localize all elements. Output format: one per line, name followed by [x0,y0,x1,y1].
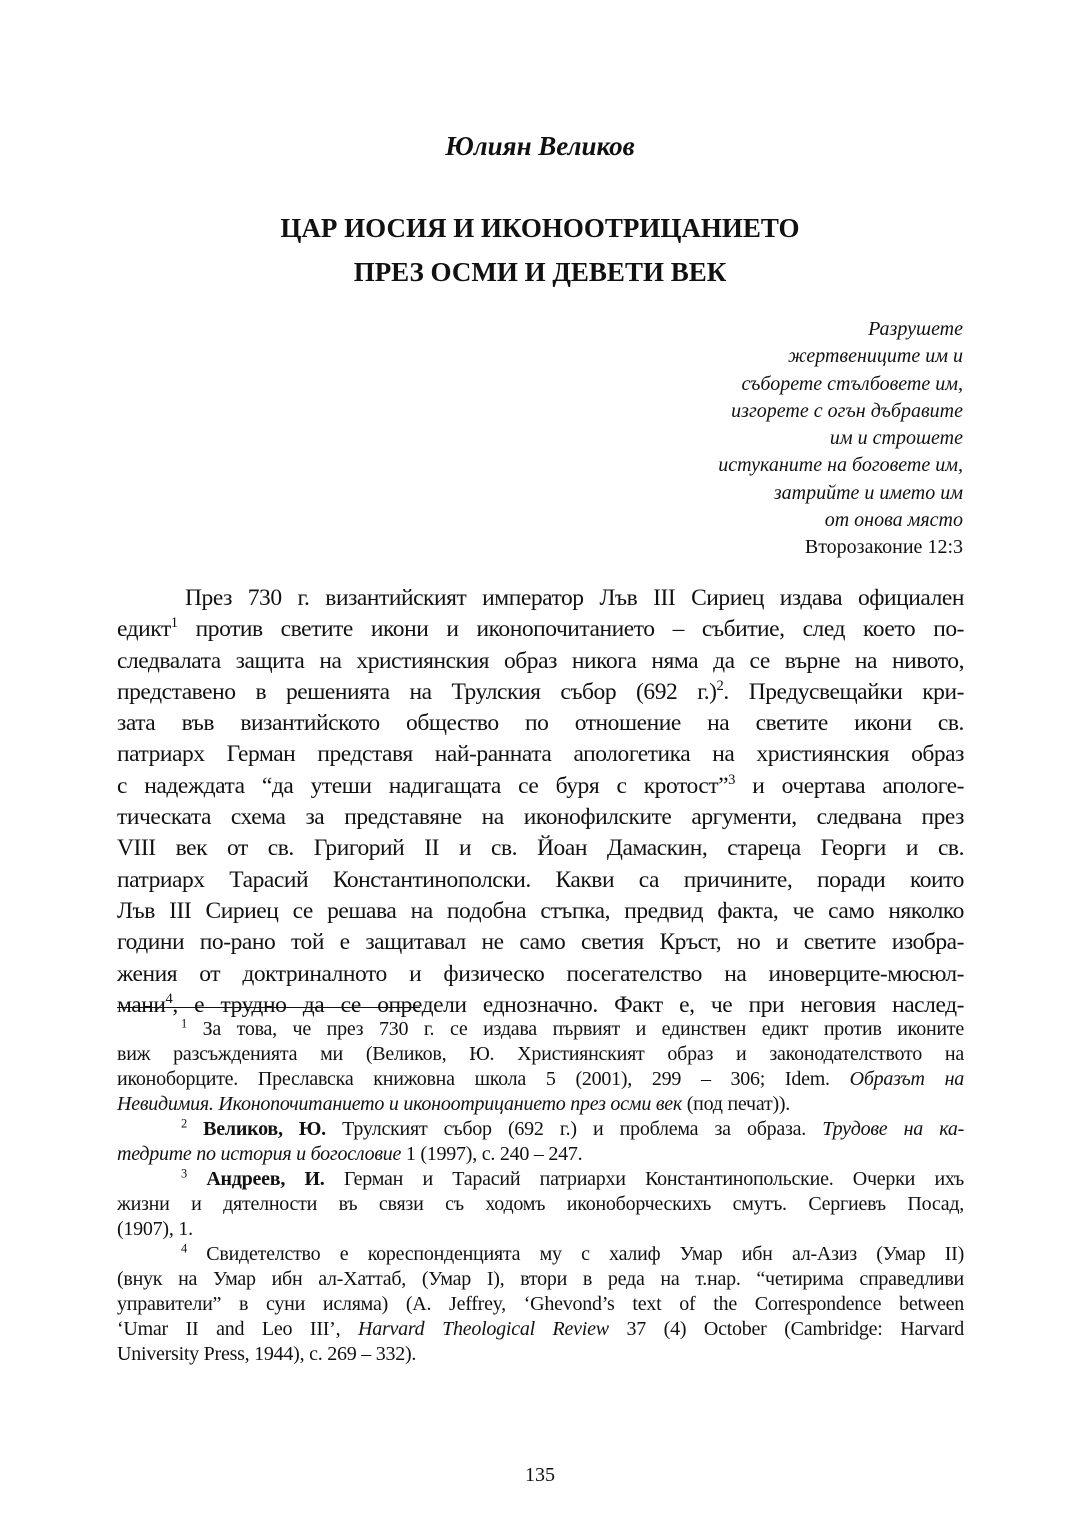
footnote-line: University Press, 1944), c. 269 – 332). [117,1343,417,1365]
footnote-1: $^1$ За това, че през 730 г. се издава първият и единствен едикт против иконите [181,1016,964,1040]
footnote-line: иконоборците. Преславска книжовна школа 5 (2001), 299 – 306; Idem. Образът на [117,1068,964,1090]
footnote-number: 3 [181,1166,187,1181]
body-line: VIII век от св. Григорий II и св. Йоан Дамаскин, стареца Георги и св. [117,835,964,862]
footnote-line: ‘Umar II and Leo III’, Harvard Theological Review 37 (4) October (Cambridge: Harvard [117,1318,965,1340]
epigraph-line: истуканите на боговете им, [718,454,963,477]
footnote-line: виж разсъжденията ми (Великов, Ю. Християнският образ и законодателството на [117,1043,964,1065]
footnote-ref-2[interactable]: 2 [716,677,724,694]
article-title [0,206,1080,294]
footnote-2: $^2$ Великов, Ю. Трулският събор (692 г.) и проблема за образа. Трудове на ка- [181,1116,965,1140]
body-line: зата във византийското общество по отношение на светите икони св. [117,710,964,737]
footnote-line: Невидимия. Иконопочитанието и иконоотрицанието през осми век (под печат)). [117,1093,791,1115]
body-line: жения от доктриналното и физическо посегателство на иноверците-мюсюл- [117,960,964,987]
body-line: следвалата защита на християнския образ никога няма да се върне на нивото, [117,647,964,674]
body-line: едикт$^1$ против светите икони и иконопочитанието – събитие, след което по- [117,615,964,643]
footnote-separator [117,1007,420,1008]
body-line: патриарх Тарасий Константинополски. Какви са причините, поради които [117,866,964,893]
footnote-4: $^4$ Свидетелство е кореспонденцията му с халиф Умар ибн ал-Азиз (Умар II) [181,1241,964,1265]
title-line-2: ПРЕЗ ОСМИ И ДЕВЕТИ ВЕК [353,257,727,287]
body-line: През 730 г. византийският император Лъв III Сириец издава официален [185,585,964,611]
epigraph-source: Второзаконие 12:3 [804,536,963,559]
footnote-line: тедрите по история и богословие 1 (1997), с. 240 – 247. [117,1143,583,1165]
footnote-number: 2 [181,1116,187,1131]
body-line: представено в решенията на Трулския събор (692 г.)$^2$. Предусвещайки кри- [117,677,964,705]
footnotes [117,1017,964,1367]
footnote-number: 1 [181,1016,187,1031]
epigraph-line: затрийте и името им [773,481,963,504]
footnote-ref-4[interactable]: 4 [165,990,173,1007]
body-paragraph [117,583,964,1021]
epigraph-line: жертвениците им и [788,345,963,368]
epigraph [718,316,963,562]
footnote-ref-1[interactable]: 1 [170,615,178,632]
footnote-ref-3[interactable]: 3 [728,771,735,788]
body-line: тическата схема за представяне на иконофилските аргументи, следвана през [117,804,964,831]
epigraph-line: изгорете с огън дъбравите [731,399,963,422]
page-number: 135 [525,1464,555,1486]
title-line-1: ЦАР ИОСИЯ И ИКОНООТРИЦАНИЕТО [280,213,800,243]
footnote-number: 4 [181,1241,187,1256]
epigraph-line: Разрушете [868,318,963,340]
body-line: мани$^4$, е трудно да се определи еднозначно. Факт е, че при неговия наслед- [117,990,964,1018]
footnote-line: управители” в суни исляма) (A. Jeffrey, ‘Ghevond’s text of the Correspondence between [117,1293,964,1315]
body-line: Лъв III Сириец се решава на подобна стъпка, предвид факта, че само няколко [117,897,964,924]
body-line: години по-рано той е защитавал не само светия Кръст, но и светите изобра- [117,929,964,956]
body-line: с надеждата “да утеши надигащата се буря с кротост”$^3$ и очертава апологе- [117,771,965,799]
footnote-line: жизни и дятелности въ связи съ ходомъ иконоборческихъ смутъ. Сергиевъ Посад, [117,1193,964,1215]
epigraph-line: съборете стълбовете им, [741,372,963,395]
author-name: Юлиян Великов [445,131,635,161]
body-line: патриарх Герман представя най-ранната апологетика на християнския образ [117,741,964,768]
footnote-line: (1907), 1. [117,1218,193,1240]
footnote-3: $^3$ Андреев, И. Герман и Тарасий патриархи Константинопольские. Очерки ихъ [181,1166,965,1190]
epigraph-line: от онова място [824,509,963,532]
footnote-line: (внук на Умар ибн ал-Хаттаб, (Умар I), втори в реда на т.нар. “четирима справедливи [117,1268,964,1290]
epigraph-line: им и строшете [829,427,963,450]
